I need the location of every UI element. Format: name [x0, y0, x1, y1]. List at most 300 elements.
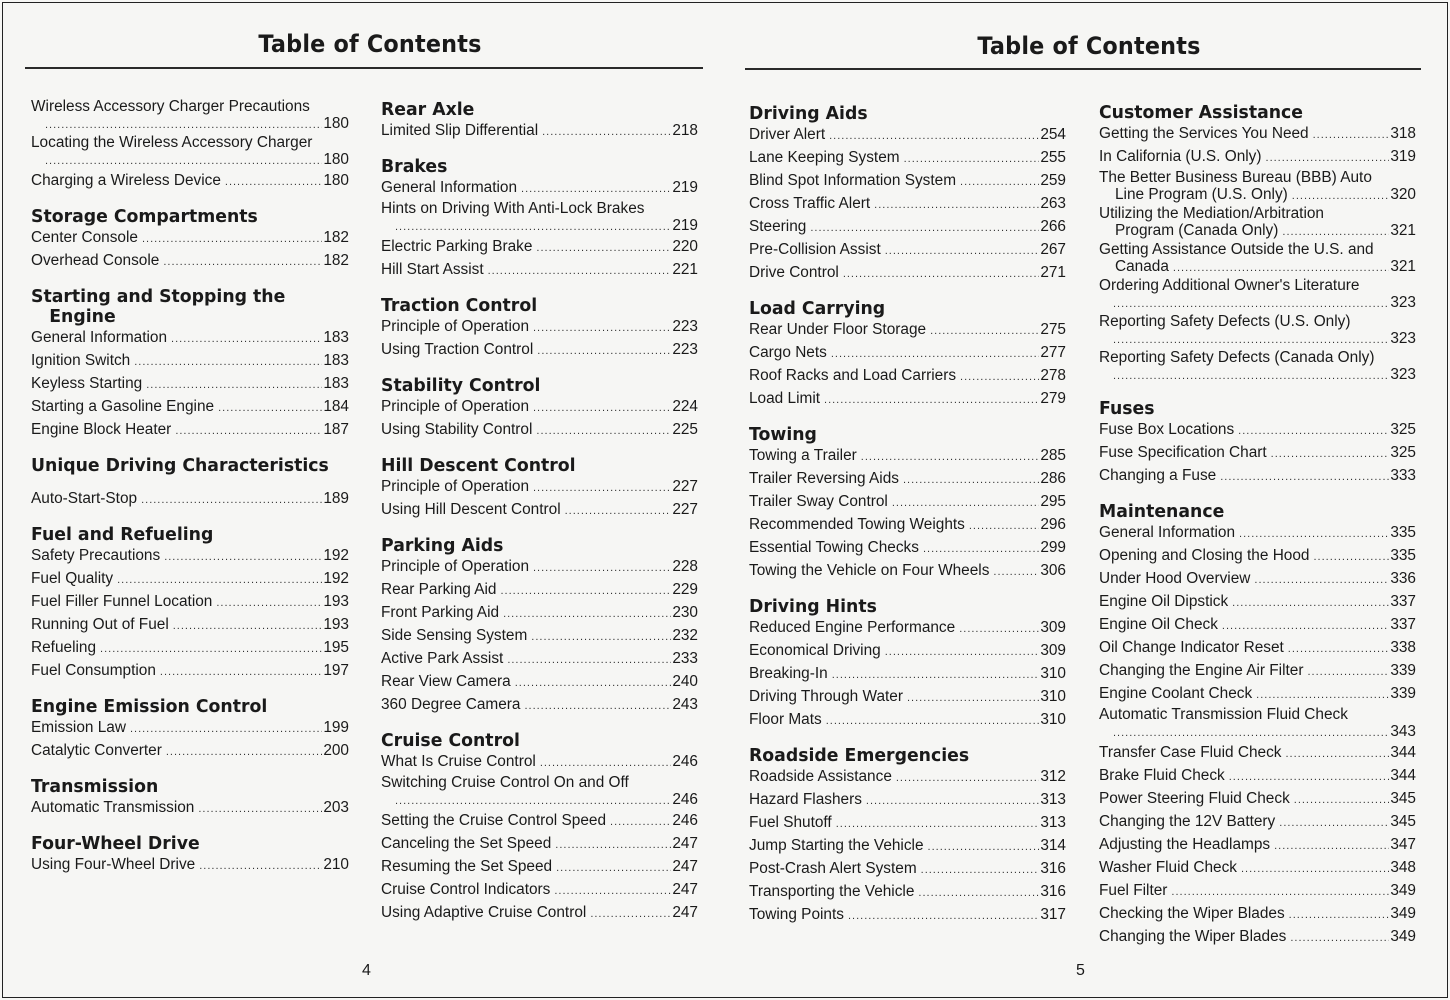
toc-entry[interactable] — [31, 327, 349, 350]
entry-row — [749, 216, 1066, 239]
dot-leader — [218, 398, 322, 419]
dot-leader — [861, 447, 1040, 468]
entry-row — [381, 316, 698, 339]
dot-leader — [1113, 296, 1389, 313]
toc-entry[interactable] — [1099, 903, 1416, 926]
toc-entry[interactable] — [749, 766, 1066, 789]
dot-leader — [1282, 224, 1389, 241]
entry-page-number: 218 — [672, 122, 698, 139]
dot-leader — [164, 547, 322, 568]
entry-row — [1099, 788, 1416, 811]
entry-row — [749, 445, 1066, 468]
toc-section — [381, 98, 698, 143]
entry-page-number: 247 — [672, 904, 698, 921]
toc-section — [31, 98, 349, 193]
dot-leader — [1285, 744, 1389, 765]
toc-entry[interactable] — [31, 396, 349, 419]
dot-leader — [923, 539, 1039, 560]
section-heading-text: Transmission — [31, 776, 159, 797]
dot-leader — [540, 753, 672, 774]
entry-row — [1099, 903, 1416, 926]
toc-entry[interactable] — [31, 568, 349, 591]
section-heading — [381, 155, 685, 177]
toc-entry[interactable] — [749, 617, 1066, 640]
toc-entry[interactable] — [1099, 660, 1416, 683]
toc-entry[interactable] — [749, 262, 1066, 285]
toc-entry[interactable] — [381, 177, 698, 200]
toc-entry[interactable] — [1099, 834, 1416, 857]
dot-leader — [960, 367, 1039, 388]
entry-page-number: 310 — [1040, 688, 1066, 705]
dot-leader — [1232, 593, 1389, 614]
entry-title: Jump Starting the Vehicle — [749, 837, 924, 854]
toc-entry[interactable] — [1099, 146, 1416, 169]
dot-leader — [960, 172, 1039, 193]
entry-title: Rear Under Floor Storage — [749, 321, 927, 338]
entry-title: Electric Parking Brake — [381, 238, 533, 255]
entry-title: Reporting Safety Defects (U.S. Only) — [1099, 313, 1351, 330]
entry-title: Essential Towing Checks — [749, 539, 919, 556]
section-heading-text: Rear Axle — [381, 99, 475, 120]
entry-row — [31, 419, 349, 442]
toc-entry[interactable] — [1099, 926, 1416, 949]
entry-page-number: 310 — [1040, 711, 1066, 728]
dot-leader — [1220, 467, 1389, 488]
entry-row — [31, 591, 349, 614]
toc-entry[interactable] — [749, 881, 1066, 904]
entry-title-cont: Line Program (U.S. Only) — [1115, 186, 1288, 203]
toc-entry[interactable] — [749, 170, 1066, 193]
entry-page-number: 223 — [672, 318, 698, 335]
entry-row — [31, 227, 349, 250]
entry-title: 360 Degree Camera — [381, 696, 521, 713]
dot-leader — [969, 516, 1039, 537]
toc-entry[interactable] — [381, 671, 698, 694]
toc-entry[interactable] — [31, 660, 349, 683]
entry-title: Ignition Switch — [31, 352, 131, 369]
toc-entry[interactable] — [31, 591, 349, 614]
toc-entry[interactable] — [381, 476, 698, 499]
toc-entry[interactable] — [1099, 241, 1416, 277]
dot-leader — [488, 261, 672, 282]
entry-page-number: 263 — [1040, 195, 1066, 212]
entry-title: Blind Spot Information System — [749, 172, 957, 189]
toc-entry[interactable] — [749, 124, 1066, 147]
toc-entry[interactable] — [749, 904, 1066, 927]
dot-leader — [1173, 260, 1389, 277]
entry-page-number: 203 — [323, 799, 349, 816]
entry-page-number: 310 — [1040, 665, 1066, 682]
toc-entry[interactable] — [749, 537, 1066, 560]
entry-row — [749, 514, 1066, 537]
dot-leader — [1239, 524, 1389, 545]
entry-row — [749, 560, 1066, 583]
entry-page-number: 321 — [1390, 258, 1416, 275]
entry-row — [381, 499, 698, 522]
toc-entry[interactable] — [381, 625, 698, 648]
entry-page-number: 199 — [323, 719, 349, 736]
entry-title: Fuse Box Locations — [1099, 421, 1235, 438]
toc-entry[interactable] — [1099, 811, 1416, 834]
entry-page-number: 227 — [672, 501, 698, 518]
entry-title: In California (U.S. Only) — [1099, 148, 1262, 165]
toc-entry[interactable] — [31, 373, 349, 396]
toc-entry[interactable] — [1099, 788, 1416, 811]
toc-section — [31, 205, 349, 273]
section-heading — [749, 423, 1053, 445]
dot-leader — [1266, 148, 1390, 169]
section-heading-text: Stability Control — [381, 375, 541, 396]
entry-title: Active Park Assist — [381, 650, 504, 667]
entry-page-number: 337 — [1390, 593, 1416, 610]
toc-entry[interactable] — [1099, 465, 1416, 488]
entry-page-number: 254 — [1040, 126, 1066, 143]
toc-entry[interactable] — [1099, 522, 1416, 545]
toc-entry[interactable] — [749, 445, 1066, 468]
dot-leader — [1229, 767, 1390, 788]
entry-title: Towing the Vehicle on Four Wheels — [749, 562, 990, 579]
entry-row — [381, 259, 698, 282]
entry-page-number: 246 — [672, 791, 698, 808]
dot-leader — [831, 344, 1039, 365]
entry-row — [1099, 419, 1416, 442]
entry-title: Roadside Assistance — [749, 768, 892, 785]
entry-row — [381, 625, 698, 648]
entry-page-number: 233 — [672, 650, 698, 667]
dot-leader — [874, 195, 1039, 216]
dot-leader — [198, 799, 322, 820]
toc-entry[interactable] — [749, 365, 1066, 388]
toc-entry[interactable] — [1099, 123, 1416, 146]
entry-title: Engine Oil Dipstick — [1099, 593, 1229, 610]
dot-leader — [45, 117, 322, 134]
toc-entry[interactable] — [1099, 169, 1416, 205]
section-heading-text: Customer Assistance — [1099, 102, 1304, 123]
toc-entry[interactable] — [381, 200, 698, 236]
section-heading — [381, 534, 685, 556]
dot-leader — [1271, 444, 1390, 465]
toc-entry[interactable] — [1099, 683, 1416, 706]
toc-entry[interactable] — [749, 789, 1066, 812]
toc-section — [1099, 101, 1416, 385]
dot-leader — [163, 252, 322, 273]
entry-page-number: 193 — [323, 593, 349, 610]
entry-page-number: 271 — [1040, 264, 1066, 281]
entry-title: Utilizing the Mediation/Arbitration — [1099, 205, 1324, 222]
section-heading-text: Starting and Stopping the — [31, 286, 286, 307]
toc-entry[interactable] — [749, 216, 1066, 239]
entry-leader-row — [1099, 330, 1416, 349]
entry-page-number: 255 — [1040, 149, 1066, 166]
toc-entry[interactable] — [31, 488, 349, 511]
dot-leader — [199, 856, 322, 877]
toc-entry[interactable] — [31, 717, 349, 740]
toc-entry[interactable] — [381, 602, 698, 625]
entry-row — [749, 342, 1066, 365]
dot-leader — [533, 398, 671, 419]
toc-entry[interactable] — [1099, 591, 1416, 614]
toc-entry[interactable] — [31, 227, 349, 250]
entry-row — [381, 236, 698, 259]
dot-leader — [1279, 813, 1389, 834]
toc-entry[interactable] — [1099, 442, 1416, 465]
toc-entry[interactable] — [749, 239, 1066, 262]
toc-entry[interactable] — [381, 236, 698, 259]
toc-entry[interactable] — [31, 740, 349, 763]
section-heading-text: Parking Aids — [381, 535, 504, 556]
entry-title: Towing a Trailer — [749, 447, 857, 464]
toc-entry[interactable] — [31, 134, 349, 170]
entry-row — [749, 881, 1066, 904]
entry-title: Keyless Starting — [31, 375, 143, 392]
toc-entry[interactable] — [749, 663, 1066, 686]
toc-entry[interactable] — [749, 686, 1066, 709]
entry-page-number: 321 — [1390, 222, 1416, 239]
entry-page-number: 232 — [672, 627, 698, 644]
entry-page-number: 347 — [1390, 836, 1416, 853]
dot-leader — [1113, 368, 1389, 385]
entry-leader-row — [1099, 366, 1416, 385]
toc-entry[interactable] — [1099, 637, 1416, 660]
toc-entry[interactable] — [749, 319, 1066, 342]
toc-section — [1099, 500, 1416, 949]
entry-title: Using Traction Control — [381, 341, 534, 358]
entry-row — [31, 396, 349, 419]
entry-title: Emission Law — [31, 719, 126, 736]
entry-title: Automatic Transmission — [31, 799, 195, 816]
entry-title: Fuel Quality — [31, 570, 114, 587]
toc-entry[interactable] — [749, 193, 1066, 216]
dot-leader — [843, 264, 1040, 285]
dot-leader — [824, 390, 1039, 411]
entry-page-number: 317 — [1040, 906, 1066, 923]
entry-row — [381, 833, 698, 856]
entry-page-number: 225 — [672, 421, 698, 438]
toc-entry[interactable] — [381, 419, 698, 442]
toc-entry[interactable] — [1099, 568, 1416, 591]
dot-leader — [555, 835, 671, 856]
toc-entry[interactable] — [381, 396, 698, 419]
entry-page-number: 323 — [1390, 366, 1416, 383]
entry-row — [749, 789, 1066, 812]
dot-leader — [171, 329, 322, 350]
toc-section — [381, 534, 698, 717]
section-heading-text: Driving Hints — [749, 596, 877, 617]
toc-entry[interactable] — [381, 856, 698, 879]
entry-row — [749, 468, 1066, 491]
toc-entry[interactable] — [381, 774, 698, 810]
entry-title: Charging a Wireless Device — [31, 172, 221, 189]
section-heading-text: Towing — [749, 424, 817, 445]
toc-entry[interactable] — [381, 579, 698, 602]
toc-entry[interactable] — [381, 648, 698, 671]
dot-leader — [117, 570, 322, 591]
dot-leader — [141, 490, 322, 511]
toc-entry[interactable] — [749, 342, 1066, 365]
toc-entry[interactable] — [1099, 349, 1416, 385]
entry-row — [749, 537, 1066, 560]
toc-section — [31, 832, 349, 877]
section-heading — [381, 729, 685, 751]
entry-row — [381, 810, 698, 833]
toc-entry[interactable] — [1099, 277, 1416, 313]
toc-entry[interactable] — [31, 170, 349, 193]
entry-title: Starting a Gasoline Engine — [31, 398, 215, 415]
entry-row — [1099, 834, 1416, 857]
entry-title: Auto-Start-Stop — [31, 490, 138, 507]
dot-leader — [1274, 836, 1389, 857]
entry-row — [749, 262, 1066, 285]
entry-page-number: 349 — [1390, 905, 1416, 922]
dot-leader — [556, 858, 671, 879]
dot-leader — [521, 179, 671, 200]
toc-entry[interactable] — [381, 259, 698, 282]
toc-entry[interactable] — [31, 797, 349, 820]
toc-entry[interactable] — [381, 339, 698, 362]
entry-row — [749, 491, 1066, 514]
entry-title: Oil Change Indicator Reset — [1099, 639, 1284, 656]
toc-entry[interactable] — [749, 147, 1066, 170]
toc-entry[interactable] — [381, 833, 698, 856]
toc-entry[interactable] — [381, 694, 698, 717]
entry-row — [381, 476, 698, 499]
entry-row — [749, 663, 1066, 686]
toc-entry[interactable] — [381, 499, 698, 522]
dot-leader — [1171, 882, 1389, 903]
toc-entry[interactable] — [749, 514, 1066, 537]
entry-page-number: 182 — [323, 229, 349, 246]
entry-title: Driver Alert — [749, 126, 826, 143]
entry-page-number: 221 — [672, 261, 698, 278]
entry-row — [381, 648, 698, 671]
toc-entry[interactable] — [749, 468, 1066, 491]
toc-entry[interactable] — [749, 858, 1066, 881]
toc-entry[interactable] — [749, 709, 1066, 732]
toc-entry[interactable] — [749, 835, 1066, 858]
dot-leader — [507, 650, 671, 671]
entry-page-number: 344 — [1390, 744, 1416, 761]
toc-entry[interactable] — [1099, 880, 1416, 903]
entry-row — [31, 568, 349, 591]
left-col-1 — [31, 98, 349, 889]
section-heading-text: Storage Compartments — [31, 206, 258, 227]
toc-entry[interactable] — [31, 854, 349, 877]
toc-entry[interactable] — [381, 810, 698, 833]
entry-page-number: 320 — [1390, 186, 1416, 203]
toc-entry[interactable] — [31, 350, 349, 373]
section-heading-text: Engine Emission Control — [31, 696, 268, 717]
toc-entry[interactable] — [381, 879, 698, 902]
toc-entry[interactable] — [381, 902, 698, 925]
toc-entry[interactable] — [1099, 742, 1416, 765]
entry-row — [381, 396, 698, 419]
toc-section — [749, 423, 1066, 583]
entry-page-number: 349 — [1390, 928, 1416, 945]
toc-entry[interactable] — [1099, 313, 1416, 349]
entry-title: Washer Fluid Check — [1099, 859, 1237, 876]
entry-title: Catalytic Converter — [31, 742, 162, 759]
toc-entry[interactable] — [31, 419, 349, 442]
entry-row — [749, 709, 1066, 732]
toc-entry[interactable] — [749, 812, 1066, 835]
toc-entry[interactable] — [1099, 545, 1416, 568]
dot-leader — [531, 627, 671, 648]
entry-page-number: 180 — [323, 115, 349, 132]
toc-entry[interactable] — [1099, 857, 1416, 880]
entry-title: Roof Racks and Load Carriers — [749, 367, 957, 384]
toc-entry[interactable] — [1099, 614, 1416, 637]
entry-title: Reduced Engine Performance — [749, 619, 956, 636]
toc-entry[interactable] — [31, 637, 349, 660]
toc-section — [1099, 397, 1416, 488]
entry-leader-row — [1099, 222, 1416, 241]
entry-title: Overhead Console — [31, 252, 160, 269]
dot-leader — [885, 241, 1040, 262]
entry-page-number: 337 — [1390, 616, 1416, 633]
entry-page-number: 246 — [672, 812, 698, 829]
toc-entry[interactable] — [31, 614, 349, 637]
left-col-2 — [381, 98, 698, 937]
toc-entry[interactable] — [381, 751, 698, 774]
entry-row — [1099, 123, 1416, 146]
toc-entry[interactable] — [31, 545, 349, 568]
toc-entry[interactable] — [1099, 205, 1416, 241]
entry-title: Refueling — [31, 639, 97, 656]
toc-entry[interactable] — [749, 640, 1066, 663]
toc-entry[interactable] — [381, 556, 698, 579]
toc-section — [749, 297, 1066, 411]
entry-row — [1099, 442, 1416, 465]
entry-row — [31, 488, 349, 511]
entry-row — [749, 904, 1066, 927]
right-page-number: 5 — [1076, 962, 1085, 979]
entry-title: Getting Assistance Outside the U.S. and — [1099, 241, 1374, 258]
section-heading-text: Roadside Emergencies — [749, 745, 970, 766]
entry-row — [749, 812, 1066, 835]
dot-leader — [1254, 570, 1389, 591]
dot-leader — [536, 238, 671, 259]
entry-title: The Better Business Bureau (BBB) Auto — [1099, 169, 1372, 186]
entry-title: Fuel Filter — [1099, 882, 1168, 899]
dot-leader — [533, 558, 671, 579]
toc-entry[interactable] — [31, 98, 349, 134]
dot-leader — [175, 421, 322, 442]
toc-entry[interactable] — [1099, 706, 1416, 742]
entry-title: Load Limit — [749, 390, 821, 407]
toc-entry[interactable] — [381, 316, 698, 339]
toc-entry[interactable] — [381, 120, 698, 143]
entry-title: Resuming the Set Speed — [381, 858, 553, 875]
toc-entry[interactable] — [1099, 419, 1416, 442]
toc-entry[interactable] — [1099, 765, 1416, 788]
dot-leader — [501, 581, 672, 602]
entry-page-number: 345 — [1390, 790, 1416, 807]
entry-page-number: 223 — [672, 341, 698, 358]
entry-page-number: 319 — [1390, 148, 1416, 165]
entry-title: Fuse Specification Chart — [1099, 444, 1267, 461]
entry-row — [381, 671, 698, 694]
toc-entry[interactable] — [749, 388, 1066, 411]
entry-row — [1099, 742, 1416, 765]
entry-title: Changing a Fuse — [1099, 467, 1217, 484]
toc-entry[interactable] — [749, 491, 1066, 514]
entry-title: Rear Parking Aid — [381, 581, 497, 598]
toc-entry[interactable] — [749, 560, 1066, 583]
entry-page-number: 219 — [672, 179, 698, 196]
toc-entry[interactable] — [31, 250, 349, 273]
entry-page-number: 220 — [672, 238, 698, 255]
entry-row — [749, 835, 1066, 858]
